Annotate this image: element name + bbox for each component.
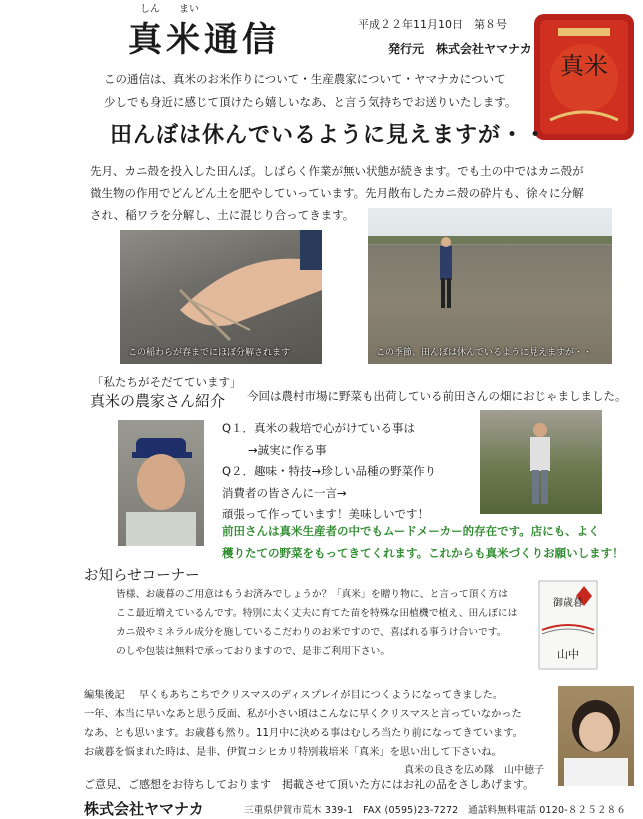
intro-line: この通信は、真米のお米作りについて・生産農家について・ヤマナカについて <box>104 72 506 86</box>
writer-portrait-photo <box>558 686 634 786</box>
postscript <box>84 686 564 762</box>
intro-line: 少しでも身近に感じて頂けたら嬉しいなあ、と言う気持ちでお送りいたします。 <box>104 95 517 109</box>
farmer-portrait-illustration <box>118 420 204 546</box>
notice-line: 皆様、お歳暮のご用意はもうお済みでしょうか？「真米」を贈り物に、と言って頂く方は <box>116 589 508 600</box>
gift-noshi-image <box>538 580 598 670</box>
postscript-label: 編集後記 <box>84 690 125 701</box>
intro-text <box>104 68 534 114</box>
rice-field-photo <box>368 208 612 364</box>
rice-straw-photo <box>120 230 322 364</box>
article-line: され、稲ワラを分解し、土に混じり合ってきます。 <box>90 208 355 222</box>
qa-line: 消費者の皆さんに一言→ <box>222 485 347 500</box>
green-line: 前田さんは真米生産者の中でもムードメーカー的存在です。店にも、よく <box>222 524 600 538</box>
rice-bag-label: 真米 <box>560 52 608 80</box>
hand-illustration <box>120 230 322 364</box>
qa-line: 頑張って作っています！美味しいです！ <box>222 507 429 521</box>
article-line: 先月、カニ殻を投入した田んぼ。しばらく作業が無い状態が続きます。でも土の中ではカニ殻が <box>90 164 584 178</box>
photo-caption-left: この稲わらが春までにほぼ分解されます <box>128 348 291 358</box>
farmer-section-title: 真米の農家さん紹介 <box>90 392 226 410</box>
qa-line: →誠実に作る事 <box>248 442 327 457</box>
farmer-comment-green <box>222 521 642 564</box>
notice-title: お知らせコーナー <box>84 568 200 584</box>
postscript-first-line: 早くもあちこちでクリスマスのディスプレイが目につくようになってきました。 <box>138 690 504 701</box>
title-ruby-shin: しん <box>140 4 160 15</box>
farmer-qa <box>222 418 482 526</box>
farmer-section-lead: 今回は農村市場に野菜も出荷している前田さんの畑におじゃましました。 <box>247 389 627 403</box>
postscript-line <box>84 686 564 705</box>
article-line: 微生物の作用でどんどん土を肥やしていっています。先月散布したカニ殻の砕片も、徐々に分解 <box>90 186 584 200</box>
postscript-line: 一年、本当に早いなあと思う反面、私が小さい頃はこんなに早くクリスマスと言っていなかった <box>84 709 522 720</box>
publisher: 発行元 株式会社ヤマナカ <box>388 42 532 56</box>
postscript-line: なあ、とも思います。お歳暮も然り。11月中に決める事はむしろ当たり前になってきています。 <box>84 728 523 739</box>
headline: 田んぼは休んでいるように見えますが・・ <box>110 122 548 148</box>
gift-title: 御歳暮 <box>553 598 583 609</box>
footer-contact-info: 三重県伊賀市荒木 339-1 FAX (0595)23-7272 通話料無料電話 0120-８２５２８６ <box>244 805 627 816</box>
notice-line: カニ殻やミネラル成分を施しているこだわりのお米ですので、喜ばれる事うけ合いです。 <box>116 627 507 638</box>
postscript-signature: 真米の良さを広め隊 山中徳子 <box>404 765 544 776</box>
farmer-section-tag: 「私たちがそだてています」 <box>92 375 242 389</box>
comments-note: ご意見、ご感想をお待ちしております 掲載させて頂いた方にはお礼の品をさしあげます。 <box>84 778 535 791</box>
writer-portrait-illustration <box>558 686 634 786</box>
footer-company: 株式会社ヤマナカ <box>84 800 204 818</box>
farmer-field-photo <box>480 410 602 514</box>
notice-line: のしや包装は無料で承っておりますので、是非ご利用下さい。 <box>116 646 391 657</box>
farmer-portrait-photo <box>118 420 204 546</box>
postscript-line: お歳暮を悩まれた時は、是非、伊賀コシヒカリ特別栽培米「真米」を思い出して下さいね。 <box>84 747 502 758</box>
notice-line: ここ最近増えているんです。特別に太く丈夫に育てた苗を特殊な田植機で植え、田んぼには <box>116 608 518 619</box>
field-illustration <box>368 208 612 364</box>
farmer-field-illustration <box>480 410 602 514</box>
gift-name: 山中 <box>557 648 579 661</box>
title-ruby-mai: まい <box>179 4 199 15</box>
notice-body <box>116 585 526 661</box>
photo-caption-right: この季節、田んぼは休んでいるように見えますが・・ <box>376 348 593 358</box>
newsletter-title: 真米通信 <box>128 20 280 60</box>
issue-date: 平成２２年11月10日 第８号 <box>358 18 507 31</box>
qa-line: Q２．趣味・特技→珍しい品種の野菜作り <box>222 464 437 478</box>
qa-line: Q１．真米の栽培で心がけている事は <box>222 421 416 435</box>
green-line: 穫りたての野菜をもってきてくれます。これからも真米づくりお願いします！ <box>222 545 624 560</box>
